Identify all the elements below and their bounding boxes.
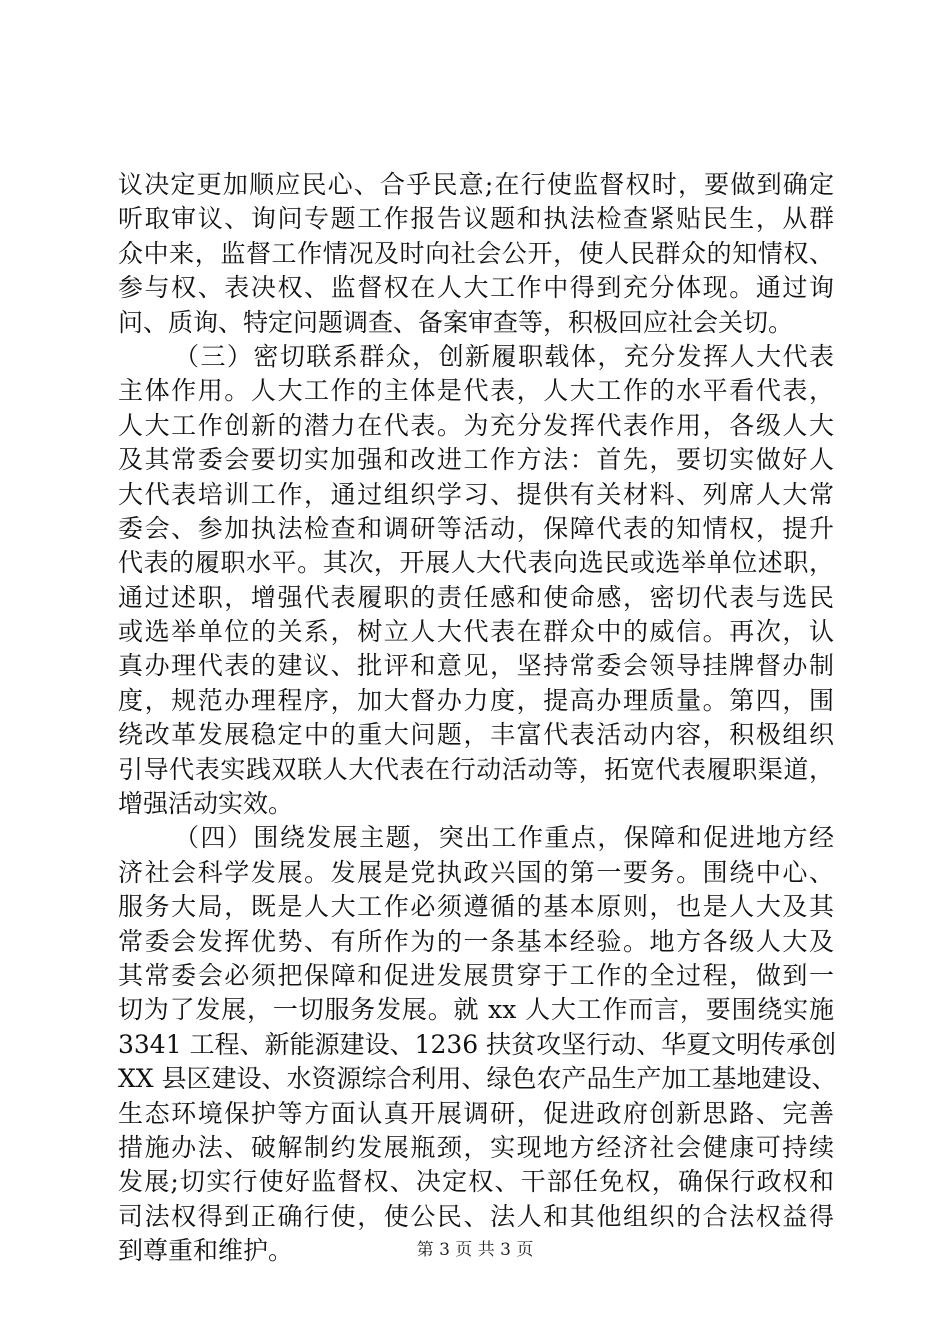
text-line: 主体作用。人大工作的主体是代表，人大工作的水平看代表，	[118, 376, 834, 406]
text-line: 生态环境保护等方面认真开展调研，促进政府创新思路、完善	[118, 1098, 834, 1128]
text-line: 司法权得到正确行使，使公民、法人和其他组织的合法权益得	[118, 1201, 834, 1231]
page-footer: 第 3 页 共 3 页	[416, 1240, 534, 1260]
text-line: 切为了发展，一切服务发展。就 xx 人大工作而言，要围绕实施	[118, 995, 834, 1025]
text-line: 真办理代表的建议、批评和意见，坚持常委会领导挂牌督办制	[118, 651, 834, 681]
text-line: 度，规范办理程序，加大督办力度，提高办理质量。第四，围	[118, 685, 834, 715]
text-line: 人大工作创新的潜力在代表。为充分发挥代表作用，各级人大	[118, 410, 834, 440]
text-line: 济社会科学发展。发展是党执政兴国的第一要务。围绕中心、	[118, 857, 834, 887]
text-line: 服务大局，既是人大工作必须遵循的基本原则，也是人大及其	[118, 892, 834, 922]
text-line: 发展;切实行使好监督权、决定权、干部任免权，确保行政权和	[118, 1167, 834, 1197]
text-line: 3341 工程、新能源建设、1236 扶贫攻坚行动、华夏文明传承创	[118, 1029, 837, 1059]
text-line: 增强活动实效。	[118, 789, 294, 819]
text-line: 绕改革发展稳定中的重大问题，丰富代表活动内容，积极组织	[118, 720, 834, 750]
text-line: 参与权、表决权、监督权在人大工作中得到充分体现。通过询	[118, 273, 834, 303]
text-line: 代表的履职水平。其次，开展人大代表向选民或选举单位述职，	[118, 548, 834, 578]
document-body	[118, 168, 837, 1269]
section-heading-line: （四）围绕发展主题，突出工作重点，保障和促进地方经	[174, 823, 834, 853]
text-line: 问、质询、特定问题调查、备案审查等，积极回应社会关切。	[118, 307, 794, 337]
text-line: 通过述职，增强代表履职的责任感和使命感，密切代表与选民	[118, 582, 834, 612]
text-line: 众中来，监督工作情况及时向社会公开，使人民群众的知情权、	[118, 238, 834, 268]
text-line: 及其常委会要切实加强和改进工作方法：首先，要切实做好人	[118, 445, 834, 475]
text-line: 引导代表实践双联人大代表在行动活动等，拓宽代表履职渠道，	[118, 754, 834, 784]
text-line: XX 县区建设、水资源综合利用、绿色农产品生产加工基地建设、	[118, 1064, 837, 1094]
text-line: 议决定更加顺应民心、合乎民意;在行使监督权时，要做到确定	[118, 170, 834, 199]
text-line: 到尊重和维护。	[118, 1236, 294, 1266]
text-line: 措施办法、破解制约发展瓶颈，实现地方经济社会健康可持续	[118, 1132, 834, 1162]
text-line: 其常委会必须把保障和促进发展贯穿于工作的全过程，做到一	[118, 960, 834, 990]
text-line: 听取审议、询问专题工作报告议题和执法检查紧贴民生，从群	[118, 204, 834, 234]
text-line: 大代表培训工作，通过组织学习、提供有关材料、列席人大常	[118, 479, 834, 509]
text-line: 常委会发挥优势、有所作为的一条基本经验。地方各级人大及	[118, 926, 834, 956]
text-line: 或选举单位的关系，树立人大代表在群众中的威信。再次，认	[118, 617, 834, 647]
section-heading-line: （三）密切联系群众，创新履职载体，充分发挥人大代表	[174, 341, 834, 371]
text-line: 委会、参加执法检查和调研等活动，保障代表的知情权，提升	[118, 513, 834, 543]
